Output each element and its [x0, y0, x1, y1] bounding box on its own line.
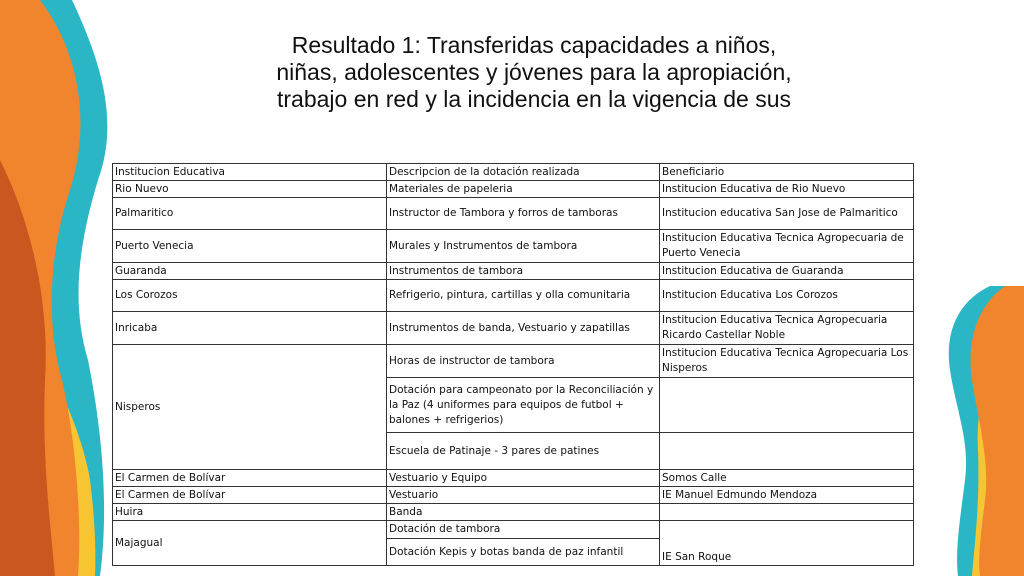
- cell-beneficiary: Institucion Educativa Tecnica Agropecuaria Los Nisperos: [660, 345, 914, 378]
- cell-institution: Inricaba: [113, 312, 387, 345]
- table-row: [113, 263, 914, 280]
- cell-beneficiary: [660, 378, 914, 433]
- cell-beneficiary: Institucion Educativa de Rio Nuevo: [660, 181, 914, 198]
- cell-beneficiary: IE Manuel Edmundo Mendoza: [660, 487, 914, 504]
- cell-description: Banda: [387, 504, 660, 521]
- cell-beneficiary: Institucion Educativa Los Corozos: [660, 280, 914, 312]
- cell-description: Dotación para campeonato por la Reconciliación y la Paz (4 uniformes para equipos de futbol + balones + refrigerios): [387, 378, 660, 433]
- cell-institution: El Carmen de Bolívar: [113, 470, 387, 487]
- cell-description: Instrumentos de banda, Vestuario y zapatillas: [387, 312, 660, 345]
- cell-institution: Majagual: [113, 521, 387, 566]
- table-row: [113, 345, 914, 378]
- cell-institution: Los Corozos: [113, 280, 387, 312]
- header-cell: Descripcion de la dotación realizada: [387, 164, 660, 181]
- cell-beneficiary: Somos Calle: [660, 470, 914, 487]
- slide-title: [200, 32, 868, 113]
- table-row: [113, 504, 914, 521]
- table-row: [113, 230, 914, 263]
- cell-institution: Rio Nuevo: [113, 181, 387, 198]
- cell-beneficiary: Institucion educativa San Jose de Palmaritico: [660, 198, 914, 230]
- cell-description: Dotación de tambora: [387, 521, 660, 539]
- cell-description: Refrigerio, pintura, cartillas y olla comunitaria: [387, 280, 660, 312]
- table-row: [113, 181, 914, 198]
- table-row: [113, 521, 914, 539]
- cell-description: Escuela de Patinaje - 3 pares de patines: [387, 433, 660, 470]
- title-line: trabajo en red y la incidencia en la vigencia de sus: [277, 86, 791, 112]
- cell-institution: Palmaritico: [113, 198, 387, 230]
- cell-institution: El Carmen de Bolívar: [113, 487, 387, 504]
- header-cell: Institucion Educativa: [113, 164, 387, 181]
- cell-beneficiary: [660, 504, 914, 521]
- cell-institution: Huira: [113, 504, 387, 521]
- table-header-row: [113, 164, 914, 181]
- cell-description: Vestuario y Equipo: [387, 470, 660, 487]
- cell-description: Instructor de Tambora y forros de tamboras: [387, 198, 660, 230]
- title-line: niñas, adolescentes y jóvenes para la apropiación,: [276, 59, 792, 85]
- cell-institution: Puerto Venecia: [113, 230, 387, 263]
- donations-table: [112, 163, 914, 566]
- cell-institution: Nisperos: [113, 345, 387, 470]
- cell-beneficiary: Institucion Educativa Tecnica Agropecuaria Ricardo Castellar Noble: [660, 312, 914, 345]
- cell-description: Murales y Instrumentos de tambora: [387, 230, 660, 263]
- cell-beneficiary: IE San Roque: [660, 521, 914, 566]
- header-cell: Beneficiario: [660, 164, 914, 181]
- title-line: Resultado 1: Transferidas capacidades a niños,: [291, 32, 777, 58]
- table-row: [113, 470, 914, 487]
- cell-beneficiary: [660, 433, 914, 470]
- table-row: [113, 198, 914, 230]
- cell-description: Materiales de papeleria: [387, 181, 660, 198]
- cell-description: Vestuario: [387, 487, 660, 504]
- table-row: [113, 487, 914, 504]
- table-row: [113, 312, 914, 345]
- cell-institution: Guaranda: [113, 263, 387, 280]
- table-row: [113, 280, 914, 312]
- cell-description: Dotación Kepis y botas banda de paz infantil: [387, 539, 660, 566]
- cell-beneficiary: Institucion Educativa Tecnica Agropecuaria de Puerto Venecia: [660, 230, 914, 263]
- cell-description: Instrumentos de tambora: [387, 263, 660, 280]
- cell-beneficiary: Institucion Educativa de Guaranda: [660, 263, 914, 280]
- cell-description: Horas de instructor de tambora: [387, 345, 660, 378]
